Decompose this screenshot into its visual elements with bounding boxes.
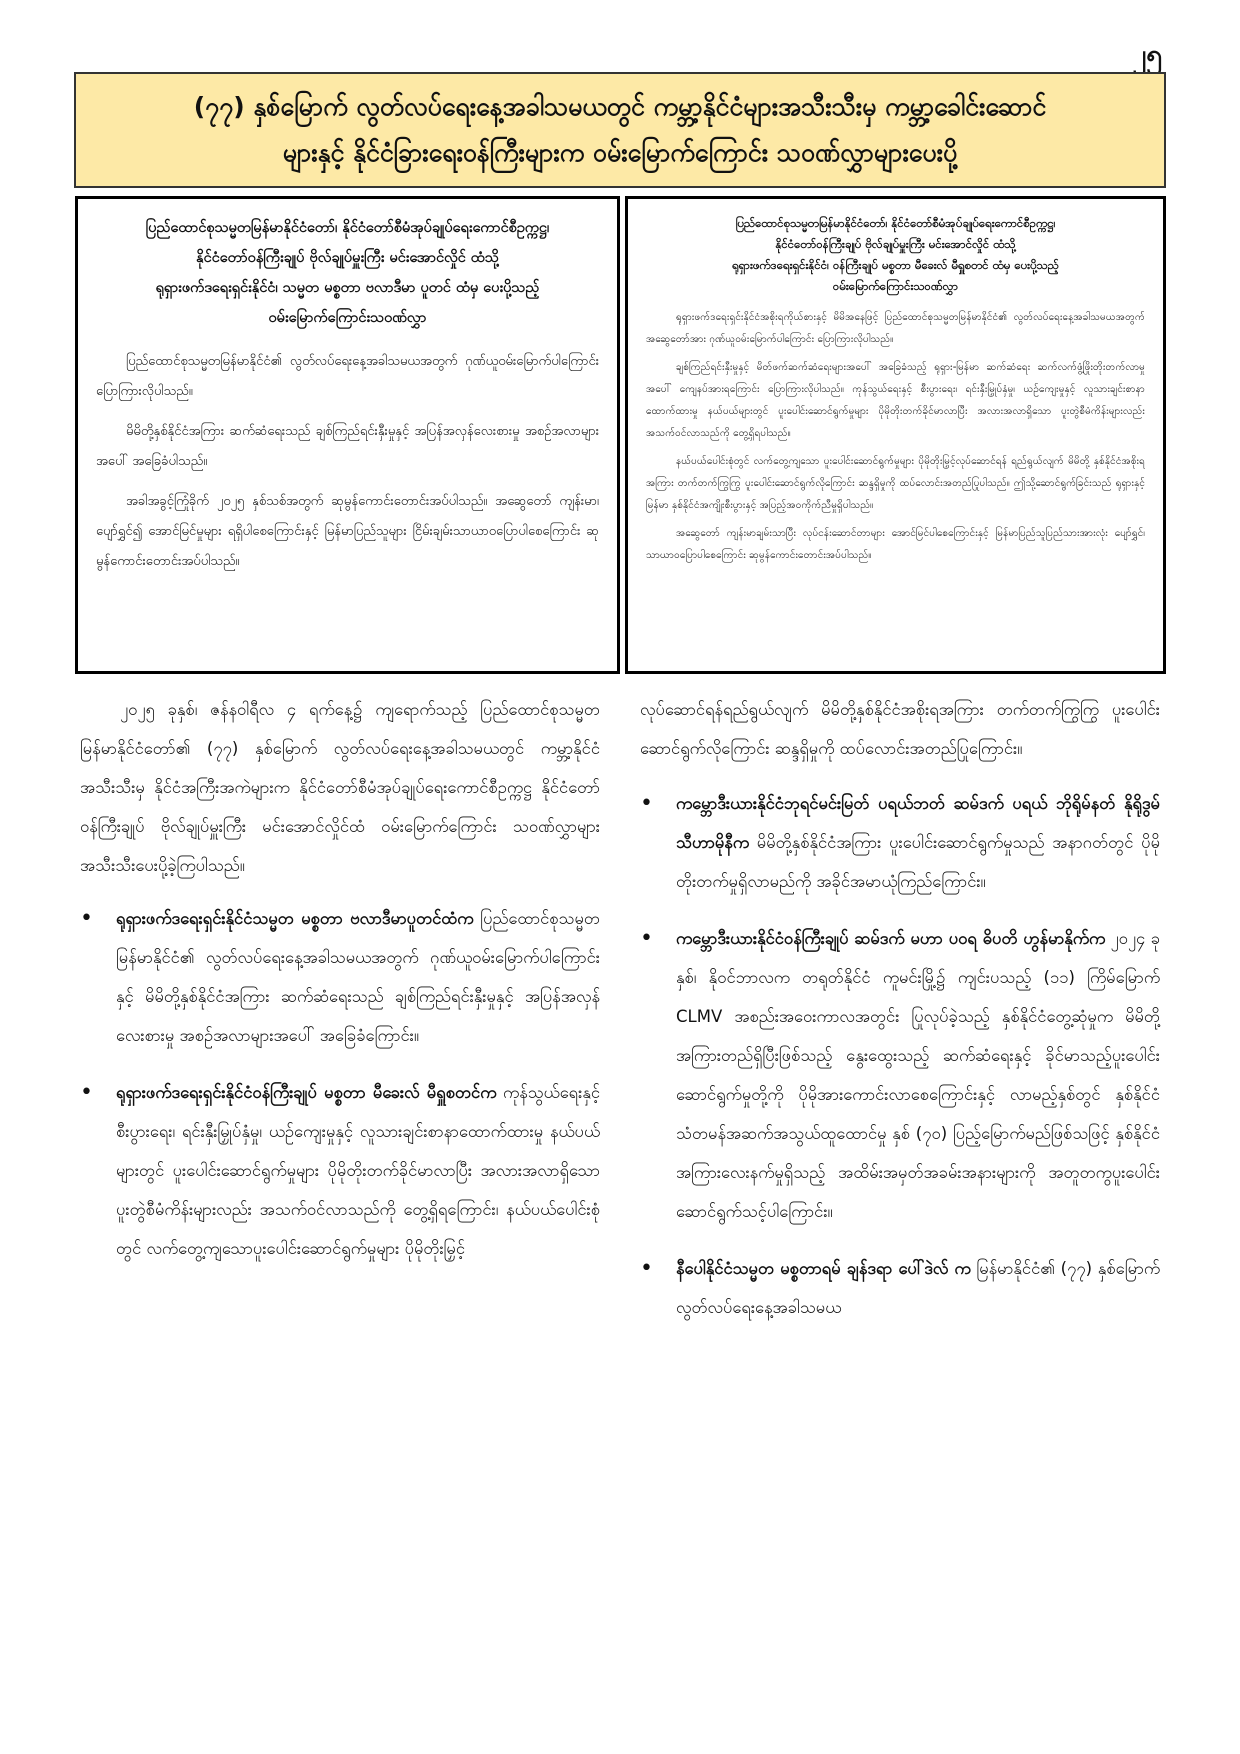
- letter-paragraph: နယ်ပယ်ပေါင်းစုံတွင် လက်တွေ့ကျသော ပူးပေါင်းဆောင်ရွက်မှုများ ပိုမိုတိုးမြှင့်လုပ်ဆောင်ရန် ရည်ရွယ်လျက် မိမိတို့ နှစ်နိုင်ငံအစိုးရအကြား တက်တက်ကြွကြွ ပူးပေါင်းဆောင်ရွက်လိုကြောင်း ဆန္ဒရှိမှုကို ထပ်လောင်းအတည်ပြုပါသည်။ ဤသို့ဆောင်ရွက်ခြင်းသည် ရုရှားနှင့် မြန်မာ နှစ်နိုင်ငံအကျိုးစီးပွားနှင့် အပြည့်အဝကိုက်ညီမှုရှိပါသည်။: [646, 456, 1145, 511]
- bullet-icon: •: [80, 1080, 93, 1105]
- letter-paragraph: အခါအခွင့်ကြုံခိုက် ၂၀၂၅ နှစ်သစ်အတွက် ဆုမွန်ကောင်းတောင်းအပ်ပါသည်။ အဆွေတော် ကျန်းမာ၊ ပျော်ရွှင်၍ အောင်မြင်မှုများ ရရှိပါစေကြောင်းနှင့် မြန်မာပြည်သူများ ငြိမ်းချမ်းသာယာဝပြောပါစေကြောင်း ဆုမွန်ကောင်းတောင်းအပ်ပါသည်။: [96, 494, 599, 569]
- letter-heading: [96, 213, 599, 333]
- list-item: [640, 784, 1160, 901]
- letter-heading-line: ရုရှားဖက်ဒရေးရှင်းနိုင်ငံ၊ သမ္မတ မစ္စတာ ဗလာဒီမာ ပူတင် ထံမှ ပေးပို့သည့်: [155, 280, 540, 296]
- continuation-paragraph: လုပ်ဆောင်ရန်ရည်ရွယ်လျက် မိမိတို့နှစ်နိုင်ငံအစိုးရအကြား တက်တက်ကြွကြွ ပူးပေါင်းဆောင်ရွက်လိုကြောင်း ဆန္ဒရှိမှုကို ထပ်လောင်းအတည်ပြုကြောင်း။: [640, 700, 1160, 758]
- speaker-name: နီပေါနိုင်ငံသမ္မတ မစ္စတာရမ် ချန်ဒရာ ပေါ်ဒဲလ် က: [676, 1259, 971, 1278]
- letter-image-mishustin: [625, 196, 1166, 674]
- bullet-list: [640, 784, 1160, 1327]
- message-text: မိမိတို့နှစ်နိုင်ငံအကြား ပူးပေါင်းဆောင်ရွက်မှုသည် အနာဂတ်တွင် ပိုမိုတိုးတက်မှုရှိလာမည်ကို အခိုင်အမာယုံကြည်ကြောင်း။: [676, 833, 1160, 891]
- left-column: [80, 690, 600, 1286]
- message-text: မြန်မာနိုင်ငံ၏ (၇၇) နှစ်မြောက် လွတ်လပ်ရေးနေ့အခါသမယ: [676, 1259, 1161, 1317]
- speaker-name: ကမ္ဘောဒီးယားနိုင်ငံဝန်ကြီးချုပ် ဆမ်ဒက် မဟာ ပဝရ ဓိပတိ ဟွန်မာနိုက်က: [676, 929, 1106, 948]
- speaker-name: ရုရှားဖက်ဒရေးရှင်းနိုင်ငံဝန်ကြီးချုပ် မစ္စတာ မီခေးလ် မီရှူစတင်က: [116, 1083, 497, 1102]
- letter-paragraph: မိမိတို့နှစ်နိုင်ငံအကြား ဆက်ဆံရေးသည် ချစ်ကြည်ရင်းနှီးမှုနှင့် အပြန်အလှန်လေးစားမှု အစဉ်အလာများအပေါ် အခြေခံပါသည်။: [96, 424, 599, 469]
- bullet-icon: •: [80, 906, 93, 931]
- article-title-box: [74, 72, 1166, 188]
- page-number: ၂၅: [1132, 38, 1162, 71]
- right-column: [640, 690, 1160, 1345]
- letter-heading-line: ရုရှားဖက်ဒရေးရှင်းနိုင်ငံ၊ ဝန်ကြီးချုပ် မစ္စတာ မီခေးလ် မီရှူစတင် ထံမှ ပေးပို့သည့်: [732, 258, 1059, 272]
- letter-heading-line: ပြည်ထောင်စုသမ္မတမြန်မာနိုင်ငံတော်၊ နိုင်ငံတော်စီမံအုပ်ချုပ်ရေးကောင်စီဥက္ကဋ္ဌ၊: [145, 220, 550, 236]
- bullet-icon: •: [640, 926, 653, 951]
- message-text: ၂၀၂၄ ခုနှစ်၊ နိုဝင်ဘာလက တရုတ်နိုင်ငံ ကူမင်းမြို့၌ ကျင်းပသည့် (၁၁) ကြိမ်မြောက် CLMV အစည်းအဝေးကာလအတွင်း ပြုလုပ်ခဲ့သည့် နှစ်နိုင်ငံတွေ့ဆုံမှုက မိမိတို့အကြားတည်ရှိပြီးဖြစ်သည့် နွေးထွေးသည့် ဆက်ဆံရေးနှင့် ခိုင်မာသည့်ပူးပေါင်းဆောင်ရွက်မှုတို့ကို ပိုမိုအားကောင်းလာစေကြောင်းနှင့် လာမည့်နှစ်တွင် နှစ်နိုင်ငံသံတမန်အဆက်အသွယ်ထူထောင်မှု နှစ် (၇၀) ပြည့်မြောက်မည်ဖြစ်သဖြင့် နှစ်နိုင်ငံအကြားလေးနက်မှုရှိသည့် အထိမ်းအမှတ်အခမ်းအနားများကို အတူတကွပူးပေါင်းဆောင်ရွက်သင့်ပါကြောင်း။: [676, 929, 1160, 1221]
- list-item: [640, 1249, 1160, 1327]
- letter-heading: [646, 213, 1145, 297]
- bullet-icon: •: [640, 1256, 653, 1281]
- letter-paragraph: ရုရှားဖက်ဒရေးရှင်းနိုင်ငံအစိုးရကိုယ်စားနှင့် မိမိအနေဖြင့် ပြည်ထောင်စုသမ္မတမြန်မာနိုင်ငံ၏ လွတ်လပ်ရေးနေ့အခါသမယအတွက် အဆွေတော်အား ဂုဏ်ယူဝမ်းမြောက်ပါကြောင်း ပြောကြားလိုပါသည်။: [646, 312, 1145, 345]
- letter-heading-line: ပြည်ထောင်စုသမ္မတမြန်မာနိုင်ငံတော်၊ နိုင်ငံတော်စီမံအုပ်ချုပ်ရေးကောင်စီဥက္ကဋ္ဌ၊: [735, 216, 1056, 230]
- letter-image-putin: [75, 196, 620, 674]
- article-title-line-2: များနှင့် နိုင်ငံခြားရေးဝန်ကြီးများက ဝမ်းမြောက်ကြောင်း သဝဏ်လွှာများပေးပို့: [282, 138, 958, 167]
- message-text: ပြည်ထောင်စုသမ္မတမြန်မာနိုင်ငံ၏ လွတ်လပ်ရေးနေ့အခါသမယအတွက် ဂုဏ်ယူဝမ်းမြောက်ပါကြောင်းနှင့် မိမိတို့နှစ်နိုင်ငံအကြား ဆက်ဆံရေးသည် ချစ်ကြည်ရင်းနှီးမှုနှင့် အပြန်အလှန်လေးစားမှု အစဉ်အလာများအပေါ် အခြေခံကြောင်း။: [116, 909, 600, 1045]
- article-title-line-1: (၇၇) နှစ်မြောက် လွတ်လပ်ရေးနေ့အခါသမယတွင် ကမ္ဘာ့နိုင်ငံများအသီးသီးမှ ကမ္ဘာ့ခေါင်းဆောင်: [193, 92, 1047, 121]
- bullet-list: [80, 899, 600, 1268]
- speaker-name: ကမ္ဘောဒီးယားနိုင်ငံဘုရင်မင်းမြတ် ပရယ်ဘတ် ဆမ်ဒက် ပရယ် ဘိုရိုမ်နတ် နိုရိုဒွမ် သီဟာမိုနီက: [676, 794, 1160, 852]
- letter-heading-line: ဝမ်းမြောက်ကြောင်းသဝဏ်လွှာ: [832, 279, 959, 293]
- bullet-icon: •: [640, 791, 653, 816]
- letter-heading-line: နိုင်ငံတော်ဝန်ကြီးချုပ် ဗိုလ်ချုပ်မှူးကြီး မင်းအောင်လှိုင် ထံသို့: [775, 237, 1016, 251]
- letter-heading-line: ဝမ်းမြောက်ကြောင်းသဝဏ်လွှာ: [268, 310, 427, 326]
- list-item: [80, 899, 600, 1055]
- list-item: [640, 919, 1160, 1231]
- letter-heading-line: နိုင်ငံတော်ဝန်ကြီးချုပ် ဗိုလ်ချုပ်မှူးကြီး မင်းအောင်လှိုင် ထံသို့: [196, 250, 499, 266]
- speaker-name: ရုရှားဖက်ဒရေးရှင်းနိုင်ငံသမ္မတ မစ္စတာ ဗလာဒီမာပူတင်ထံက: [116, 909, 474, 928]
- message-text: ကုန်သွယ်ရေးနှင့် စီးပွားရေး၊ ရင်းနှီးမြှုပ်နှံမှု၊ ယဉ်ကျေးမှုနှင့် လူသားချင်းစာနာထောက်ထားမှု နယ်ပယ်များတွင် ပူးပေါင်းဆောင်ရွက်မှုများ ပိုမိုတိုးတက်ခိုင်မာလာပြီး အလားအလာရှိသော ပူးတွဲစီမံကိန်းများလည်း အသက်ဝင်လာသည်ကို တွေ့ရှိရကြောင်း၊ နယ်ပယ်ပေါင်းစုံတွင် လက်တွေ့ကျသောပူးပေါင်းဆောင်ရွက်မှုများ ပိုမိုတိုးမြှင့်: [116, 1083, 600, 1258]
- list-item: [80, 1073, 600, 1268]
- intro-paragraph: ၂၀၂၅ ခုနှစ်၊ ဇန်နဝါရီလ ၄ ရက်နေ့၌ ကျရောက်သည့် ပြည်ထောင်စုသမ္မတမြန်မာနိုင်ငံတော်၏ (၇၇) နှစ်မြောက် လွတ်လပ်ရေးနေ့အခါသမယတွင် ကမ္ဘာ့နိုင်ငံအသီးသီးမှ နိုင်ငံအကြီးအကဲများက နိုင်ငံတော်စီမံအုပ်ချုပ်ရေးကောင်စီဥက္ကဋ္ဌ နိုင်ငံတော်ဝန်ကြီးချုပ် ဗိုလ်ချုပ်မှူးကြီး မင်းအောင်လှိုင်ထံ ဝမ်းမြောက်ကြောင်း သဝဏ်လွှာများ အသီးသီးပေးပို့ခဲ့ကြပါသည်။: [80, 700, 600, 875]
- letter-paragraph: ပြည်ထောင်စုသမ္မတမြန်မာနိုင်ငံ၏ လွတ်လပ်ရေးနေ့အခါသမယအတွက် ဂုဏ်ယူဝမ်းမြောက်ပါကြောင်း ပြောကြားလိုပါသည်။: [96, 354, 599, 399]
- letter-paragraph: အဆွေတော် ကျန်းမာချမ်းသာပြီး လုပ်ငန်းဆောင်တာများ အောင်မြင်ပါစေကြောင်းနှင့် မြန်မာပြည်သူပြည်သားအားလုံး ပျော်ရွှင်၊ သာယာဝပြောပါစေကြောင်း ဆုမွန်ကောင်းတောင်းအပ်ပါသည်။: [646, 528, 1145, 561]
- letter-paragraph: ချစ်ကြည်ရင်းနှီးမှုနှင့် မိတ်ဖက်ဆက်ဆံရေးများအပေါ် အခြေခံသည့် ရုရှား-မြန်မာ ဆက်ဆံရေး ဆက်လက်ဖွံ့ဖြိုးတိုးတက်လာမှုအပေါ် ကျေနပ်အားရကြောင်း ပြောကြားလိုပါသည်။ ကုန်သွယ်ရေးနှင့် စီးပွားရေး၊ ရင်းနှီးမြှုပ်နှံမှု၊ ယဉ်ကျေးမှုနှင့် လူသားချင်းစာနာထောက်ထားမှု နယ်ပယ်များတွင် ပူးပေါင်းဆောင်ရွက်မှုများ ပိုမိုတိုးတက်ခိုင်မာလာပြီး အလားအလာရှိသော ပူးတွဲစီမံကိန်းများလည်း အသက်ဝင်လာသည်ကို တွေ့ရှိရပါသည်။: [646, 362, 1145, 439]
